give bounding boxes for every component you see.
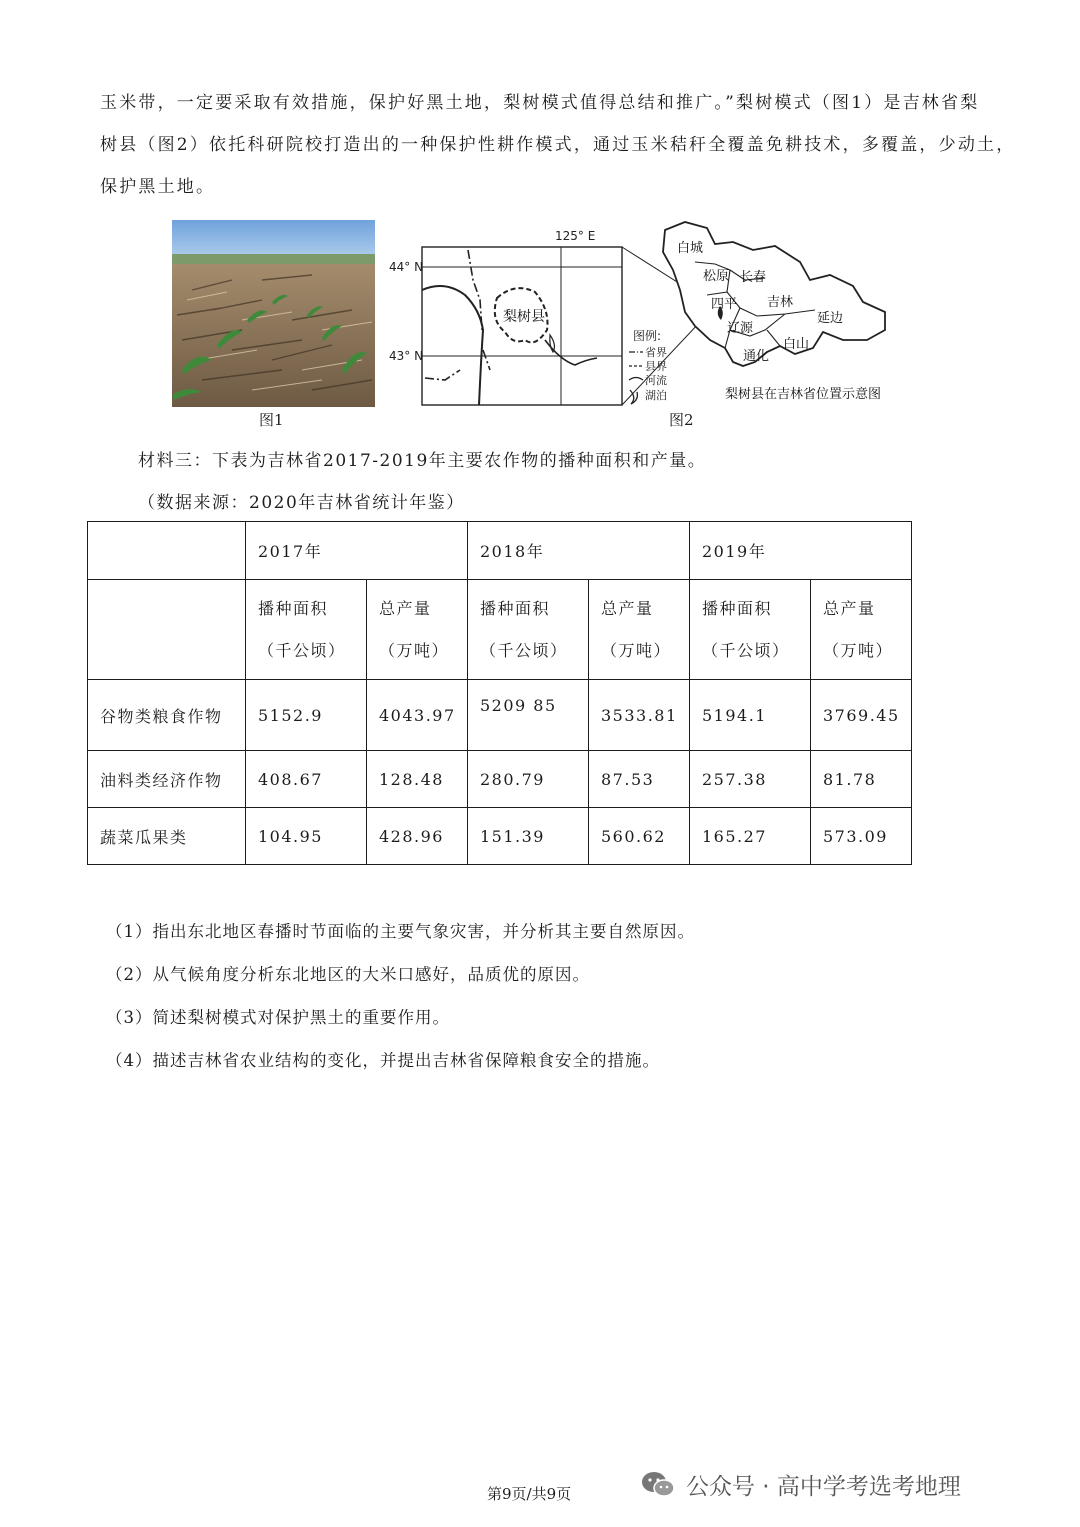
row-label: 油料类经济作物 xyxy=(88,751,246,808)
table-cell: 573.09 xyxy=(811,808,912,865)
table-corner-cell xyxy=(88,522,246,580)
city-baishan: 白山 xyxy=(783,337,810,352)
table-row xyxy=(88,680,912,751)
crop-data-table xyxy=(87,521,912,865)
county-label: 梨树县 xyxy=(503,309,545,325)
question-4: （4）描述吉林省农业结构的变化，并提出吉林省保障粮食安全的措施。 xyxy=(106,1051,660,1070)
city-yanbian: 延边 xyxy=(817,311,844,326)
table-cell: 81.78 xyxy=(811,751,912,808)
table-cell: 104.95 xyxy=(246,808,367,865)
year-2019: 2019年 xyxy=(690,522,912,580)
question-2: （2）从气候角度分析东北地区的大米口感好，品质优的原因。 xyxy=(106,965,590,984)
legend-county: 县界 xyxy=(645,360,667,373)
table-cell: 4043.97 xyxy=(367,680,468,751)
table-header-empty xyxy=(88,580,246,680)
header-yield-2019: 总产量 （万吨） xyxy=(811,580,912,680)
table-cell: 280.79 xyxy=(468,751,589,808)
watermark-text: 公众号 · 高中学考选考地理 xyxy=(686,1474,961,1500)
table-cell: 5152.9 xyxy=(246,680,367,751)
table-row xyxy=(88,808,912,865)
table-cell: 151.39 xyxy=(468,808,589,865)
table-cell: 257.38 xyxy=(690,751,811,808)
material-3-source: （数据来源：2020年吉林省统计年鉴） xyxy=(138,493,465,513)
material-3-title: 材料三：下表为吉林省2017-2019年主要农作物的播种面积和产量。 xyxy=(138,451,707,471)
intro-line-3: 保护黑土地。 xyxy=(100,177,216,197)
question-3: （3）简述梨树模式对保护黑土的重要作用。 xyxy=(106,1008,450,1027)
header-area-2018: 播种面积 （千公顷） xyxy=(468,580,589,680)
legend-title: 图例: xyxy=(633,329,662,343)
city-songyuan: 松原 xyxy=(703,269,730,284)
longitude-label: 125° E xyxy=(555,229,596,243)
table-cell: 5209 85 xyxy=(468,680,589,751)
question-1: （1）指出东北地区春播时节面临的主要气象灾害，并分析其主要自然原因。 xyxy=(106,922,695,941)
year-2017: 2017年 xyxy=(246,522,468,580)
table-cell: 87.53 xyxy=(589,751,690,808)
header-area-2017: 播种面积 （千公顷） xyxy=(246,580,367,680)
table-cell: 3533.81 xyxy=(589,680,690,751)
row-label: 谷物类粮食作物 xyxy=(88,680,246,751)
figure-2-caption: 图2 xyxy=(669,411,694,429)
wechat-icon xyxy=(640,1470,676,1500)
intro-paragraph xyxy=(100,82,1016,208)
province-caption: 梨树县在吉林省位置示意图 xyxy=(725,387,882,402)
intro-line-1: 玉米带，一定要采取有效措施，保护好黑土地，梨树模式值得总结和推广。”梨树模式（图1）是吉林省梨 xyxy=(100,93,980,113)
figure-1-caption: 图1 xyxy=(259,411,284,429)
city-jilin: 吉林 xyxy=(767,295,794,310)
city-tonghua: 通化 xyxy=(743,349,770,364)
table-cell: 165.27 xyxy=(690,808,811,865)
table-cell: 5194.1 xyxy=(690,680,811,751)
figure-2-map xyxy=(385,220,900,410)
header-area-2019: 播种面积 （千公顷） xyxy=(690,580,811,680)
legend-province: 省界 xyxy=(645,346,667,359)
table-cell: 128.48 xyxy=(367,751,468,808)
lat-bottom-label: 43° N xyxy=(389,349,424,363)
table-header-row xyxy=(88,580,912,680)
intro-line-2: 树县（图2）依托科研院校打造出的一种保护性耕作模式，通过玉米秸秆全覆盖免耕技术，多覆盖，少动土， xyxy=(100,135,1016,155)
city-baicheng: 白城 xyxy=(677,241,704,256)
year-2018: 2018年 xyxy=(468,522,690,580)
city-siping: 四平 xyxy=(711,297,738,312)
header-yield-2017: 总产量 （万吨） xyxy=(367,580,468,680)
table-cell: 3769.45 xyxy=(811,680,912,751)
header-yield-2018: 总产量 （万吨） xyxy=(589,580,690,680)
lat-top-label: 44° N xyxy=(389,260,424,274)
watermark xyxy=(640,1468,961,1501)
legend-river: 河流 xyxy=(645,374,667,387)
legend-lake: 湖泊 xyxy=(645,389,667,402)
page-number: 第9页/共9页 xyxy=(487,1485,572,1503)
city-liaoyuan: 辽源 xyxy=(727,321,754,336)
table-row xyxy=(88,751,912,808)
table-cell: 408.67 xyxy=(246,751,367,808)
city-changchun: 长春 xyxy=(740,270,767,285)
table-cell: 560.62 xyxy=(589,808,690,865)
figure-1-photo xyxy=(172,220,375,407)
table-cell: 428.96 xyxy=(367,808,468,865)
row-label: 蔬菜瓜果类 xyxy=(88,808,246,865)
table-year-row xyxy=(88,522,912,580)
